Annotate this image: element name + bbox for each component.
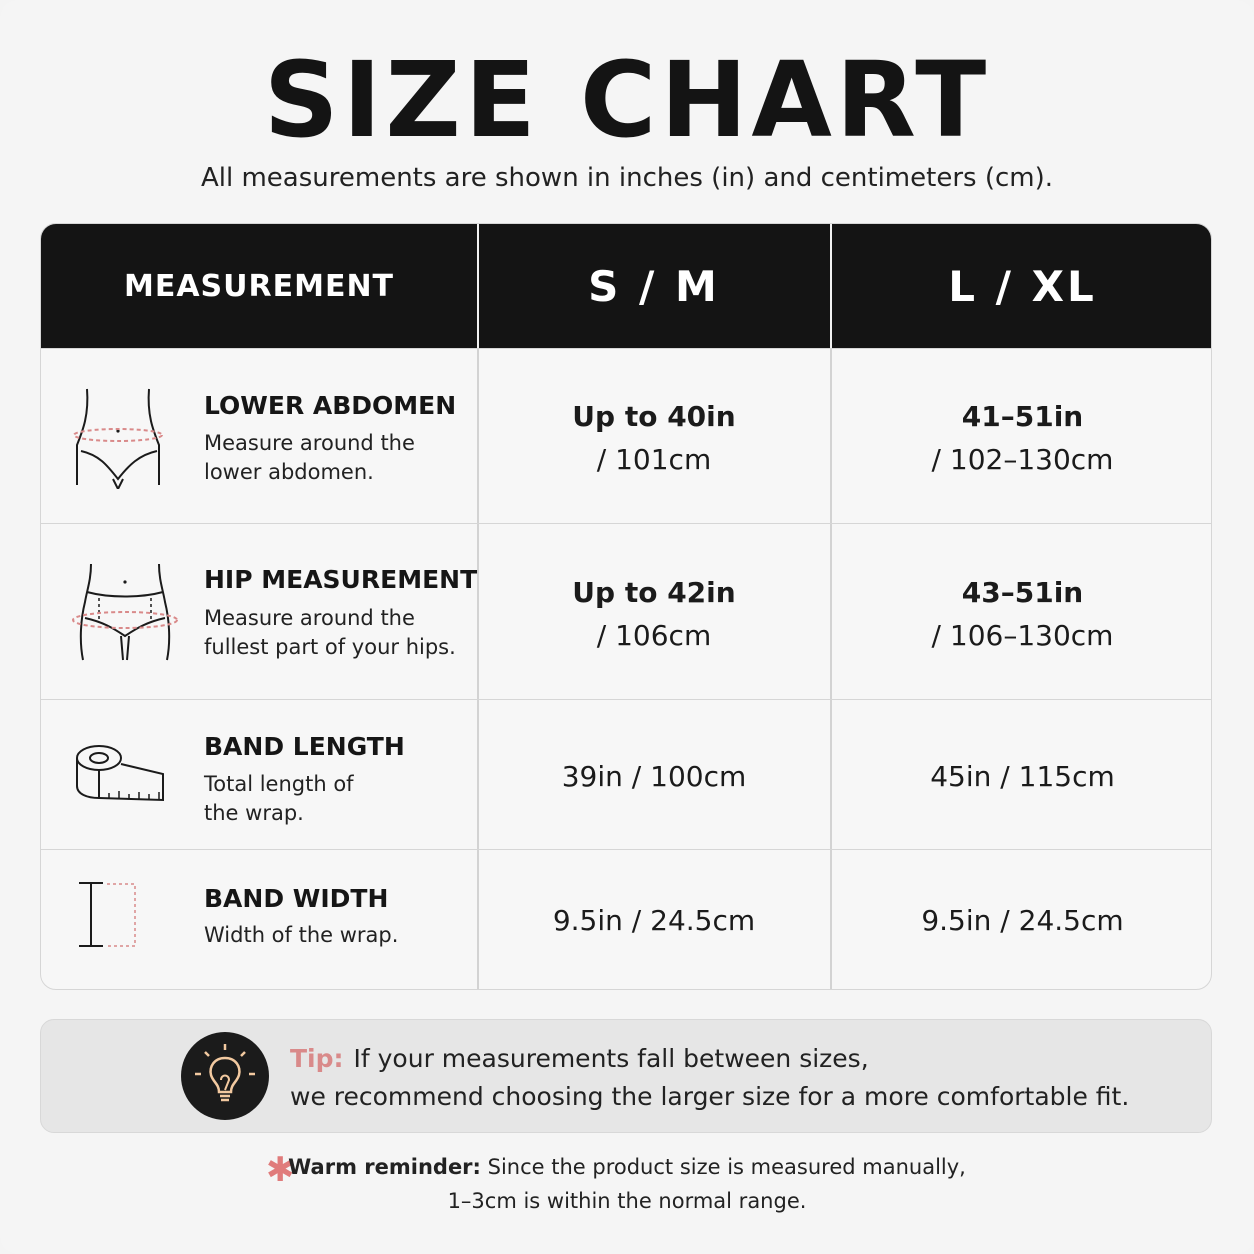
value-sm: 9.5in / 24.5cm	[552, 904, 756, 937]
table-row	[41, 699, 1212, 849]
description-line: lower abdomen.	[204, 460, 374, 484]
tip-label: Tip:	[290, 1044, 344, 1073]
value-lxl	[832, 571, 1212, 657]
measurement-name: BAND LENGTH	[204, 732, 405, 761]
page-title: SIZE CHART	[263, 39, 991, 161]
measurement-description	[204, 429, 464, 487]
value-line: 43–51in	[961, 576, 1084, 609]
value-line: / 101cm	[596, 443, 712, 476]
tip-box	[40, 1019, 1212, 1133]
value-line: Up to 40in	[572, 400, 736, 433]
table-row	[41, 849, 1212, 990]
page-subtitle: All measurements are shown in inches (in) and centimeters (cm).	[200, 163, 1053, 193]
measurement-description	[204, 604, 464, 662]
tip-line: If your measurements fall between sizes,	[353, 1044, 869, 1073]
value-line: / 106cm	[596, 619, 712, 652]
description-line: Measure around the	[204, 606, 415, 630]
value-line: Up to 42in	[572, 576, 736, 609]
band-width-icon	[75, 880, 139, 954]
lower-abdomen-icon	[69, 385, 169, 493]
value-line: / 106–130cm	[931, 619, 1114, 652]
table-header	[41, 224, 1212, 348]
description-line: Measure around the	[204, 431, 415, 455]
warm-reminder	[0, 1150, 1254, 1218]
measurement-name: LOWER ABDOMEN	[204, 391, 457, 420]
value-sm	[478, 571, 830, 657]
hip-icon	[69, 560, 181, 668]
header-divider	[830, 224, 832, 348]
value-lxl: 45in / 115cm	[930, 760, 1115, 793]
tip-text	[290, 1040, 1129, 1116]
measurement-description	[204, 770, 464, 828]
value-line: / 102–130cm	[931, 443, 1114, 476]
measurement-description: Width of the wrap.	[204, 923, 399, 947]
value-lxl	[832, 395, 1212, 481]
asterisk-icon: ✱	[266, 1150, 295, 1190]
value-line: 41–51in	[961, 400, 1084, 433]
measurement-name: BAND WIDTH	[204, 884, 389, 913]
value-lxl: 9.5in / 24.5cm	[921, 904, 1124, 937]
description-line: the wrap.	[204, 801, 304, 825]
table-row	[41, 523, 1212, 699]
reminder-line: Since the product size is measured manually,	[487, 1155, 966, 1179]
measurement-name: HIP MEASUREMENT	[204, 565, 478, 594]
size-table	[40, 223, 1212, 990]
description-line: fullest part of your hips.	[204, 635, 456, 659]
lightbulb-icon	[181, 1032, 269, 1120]
value-sm	[478, 395, 830, 481]
header-size-lxl: L / XL	[948, 261, 1097, 311]
header-measurement: MEASUREMENT	[123, 268, 395, 304]
value-sm: 39in / 100cm	[561, 760, 747, 793]
description-line: Total length of	[204, 772, 354, 796]
reminder-label: Warm reminder:	[288, 1155, 481, 1179]
table-row	[41, 348, 1212, 523]
tip-line: we recommend choosing the larger size for a more comfortable fit.	[290, 1082, 1130, 1111]
tape-measure-icon	[73, 740, 169, 814]
header-divider	[477, 224, 479, 348]
reminder-line: 1–3cm is within the normal range.	[447, 1189, 807, 1213]
header-size-sm: S / M	[588, 261, 720, 311]
